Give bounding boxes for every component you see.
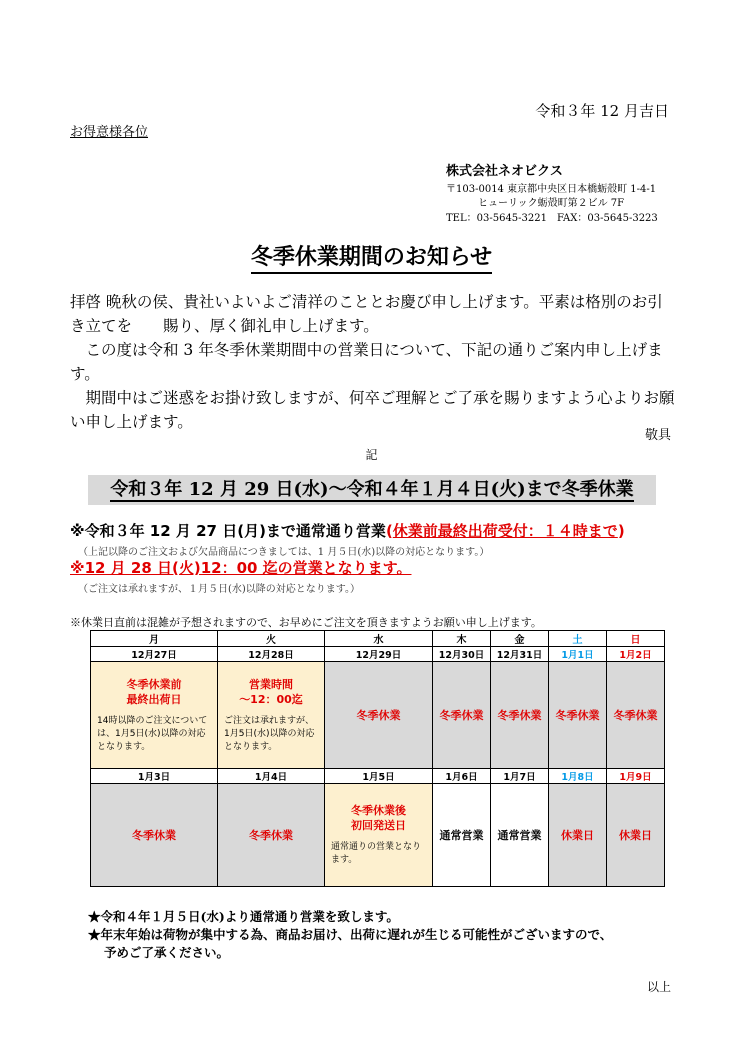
notice-title: 冬季休業期間のお知らせ (251, 244, 492, 274)
status-closed: 冬季休業 (549, 662, 607, 769)
date-cell: 12月31日 (491, 647, 549, 662)
weekday-mon: 月 (91, 631, 218, 647)
date-cell: 1月1日 (549, 647, 607, 662)
closing-keigu: 敬具 (644, 428, 671, 443)
status-open: 通常営業 (433, 784, 491, 887)
status-half-day (218, 662, 325, 769)
ki-marker: 記 (365, 448, 378, 462)
holiday-period-banner (88, 475, 656, 505)
cell-title-line1: 冬季休業後 (351, 804, 406, 817)
footer-note-delay-cont: 予めご了承ください。 (104, 945, 230, 960)
notice-last-business-day (70, 520, 625, 541)
notice-note-1: （上記以降のご注文および欠品商品につきましては、1 月５日(水)以降の対応となります。） (78, 547, 490, 558)
calendar-week1-status (91, 662, 665, 769)
cell-title-line2: ～12：00迄 (239, 692, 303, 706)
status-open: 通常営業 (491, 784, 549, 887)
notice-half-day: ※12 月 28 日(火)12：00 迄の営業となります。 (70, 559, 412, 577)
date-cell: 1月8日 (549, 769, 607, 784)
company-address-line1: 〒103-0014 東京都中央区日本橋蛎殻町 1-4-1 (446, 184, 657, 195)
date-cell: 12月30日 (433, 647, 491, 662)
company-address-line2: ヒューリック蛎殻町第２ビル 7F (478, 198, 625, 209)
calendar-week2-dates (91, 769, 665, 784)
holiday-calendar (90, 630, 665, 887)
body-paragraph-intro: この度は令和 3 年冬季休業期間中の営業日について、下記の通りご案内申し上げます。 (70, 341, 663, 383)
status-closed: 冬季休業 (491, 662, 549, 769)
status-first-shipping-day (325, 784, 433, 887)
weekday-sun: 日 (607, 631, 665, 647)
cell-note: 14時以降のご注文については、1月5日(水)以降の対応となります。 (97, 715, 208, 752)
date-cell: 1月2日 (607, 647, 665, 662)
date-cell: 1月9日 (607, 769, 665, 784)
status-closed: 冬季休業 (325, 662, 433, 769)
cell-title-line2: 初回発送日 (351, 819, 406, 832)
calendar-week1-dates (91, 647, 665, 662)
status-closed: 冬季休業 (607, 662, 665, 769)
recipient: お得意様各位 (70, 125, 149, 140)
footer-note-reopen: ★令和４年１月５日(水)より通常通り営業を致します。 (88, 909, 399, 924)
status-holiday: 休業日 (607, 784, 665, 887)
weekday-thu: 木 (433, 631, 491, 647)
weekday-sat: 土 (549, 631, 607, 647)
date-cell: 1月6日 (433, 769, 491, 784)
company-tel-fax: TEL：03-5645-3221 FAX：03-5645-3223 (446, 213, 658, 224)
date-cell: 12月29日 (325, 647, 433, 662)
date-cell: 1月7日 (491, 769, 549, 784)
closing-ijo: 以上 (646, 980, 671, 994)
body-paragraph-greeting: 拝啓 晩秋の侯、貴社いよいよご清祥のこととお慶び申し上げます。平素は格別のお引き立てを 賜り、厚く御礼申し上げます。 (70, 293, 663, 335)
footer-note-delay: ★年末年始は荷物が集中する為、商品お届け、出荷に遅れが生じる可能性がございますので、 (88, 927, 613, 942)
notice-line1-prefix: ※令和３年 12 月 27 日(月)まで通常通り営業 (70, 522, 386, 540)
body-paragraph-apology: 期間中はご迷惑をお掛け致しますが、何卒ご理解とご了承を賜りますよう心よりお願い申し上げます。 (70, 389, 675, 431)
weekday-tue: 火 (218, 631, 325, 647)
status-closed: 冬季休業 (91, 784, 218, 887)
date-cell: 1月5日 (325, 769, 433, 784)
cell-title-line1: 冬季休業前 (126, 677, 182, 691)
status-holiday: 休業日 (549, 784, 607, 887)
date-cell: 12月27日 (91, 647, 218, 662)
notice-line1-close: ) (617, 522, 625, 540)
holiday-period-text: 令和３年 12 月 29 日(水)～令和４年１月４日(火)まで冬季休業 (110, 479, 634, 500)
cell-title-line2: 最終出荷日 (126, 692, 182, 706)
notice-line1-open: ( (385, 522, 393, 540)
notice-title-wrapper (0, 240, 743, 271)
weekday-wed: 水 (325, 631, 433, 647)
cell-note: 通常通りの営業となります。 (331, 842, 422, 865)
cell-note: ご注文は承れますが、1月5日(水)以降の対応となります。 (224, 715, 315, 752)
status-closed: 冬季休業 (433, 662, 491, 769)
date-cell: 1月4日 (218, 769, 325, 784)
document-date: 令和３年 12 月吉日 (535, 102, 669, 120)
date-cell: 1月3日 (91, 769, 218, 784)
date-cell: 12月28日 (218, 647, 325, 662)
notice-line1-highlight: 休業前最終出荷受付：１４時まで (392, 522, 618, 540)
status-closed: 冬季休業 (218, 784, 325, 887)
weekday-fri: 金 (491, 631, 549, 647)
calendar-week2-status (91, 784, 665, 887)
notice-note-3: ※休業日直前は混雑が予想されますので、お早めにご注文を頂きますようお願い申し上げます。 (70, 616, 542, 629)
cell-title-line1: 営業時間 (249, 677, 293, 691)
calendar-weekday-row (91, 631, 665, 647)
company-name: 株式会社ネオビクス (446, 164, 563, 179)
notice-note-2: （ご注文は承れますが、１月５日(水)以降の対応となります。） (78, 584, 361, 595)
status-last-shipping-day (91, 662, 218, 769)
